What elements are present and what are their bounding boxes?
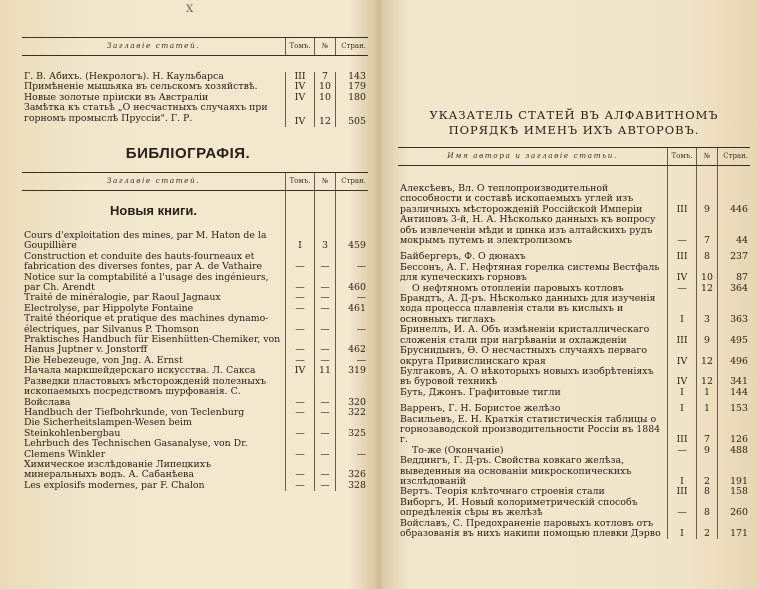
table-row: Веддингъ, Г. Д-ръ. Свойства ковкаго желѣза, выведенныя на основаніи микроскопическихъ изслѣдованій I 2 191 bbox=[400, 455, 748, 487]
table-row: Die Hebezeuge, von Jng. A. Ernst — — — bbox=[24, 354, 366, 366]
table-row: Войславъ, С. Предохраненіе паровыхъ котловъ отъ образованія въ нихъ накипи помощью плевки Дэрво I 2 171 bbox=[400, 517, 748, 539]
table-row: Бессонъ, А. Г. Нефтяная горелка системы Вестфаль для купеческихъ горновъ IV 10 87 bbox=[400, 261, 748, 284]
table-row: Lehrbuch des Technischen Gasanalyse, von Dr. Clemens Winkler — — — bbox=[24, 438, 366, 460]
bibliography-table bbox=[22, 172, 368, 491]
table-row: Варренъ, Г. Н. Бористое желѣзо I 1 153 bbox=[398, 398, 750, 414]
table-row: Praktisches Handbuch für Eisenhütten-Chemiker, von Hanus Juptner v. Jonstorff — — 462 bbox=[24, 334, 366, 356]
table-row: Антиповъ 3-й, Н. А. Нѣсколько данныхъ къ вопросу объ извлеченіи мѣди и цинка изъ алтайскихъ рудъ мокрымъ путемъ и электролизомъ — 7 44 bbox=[400, 214, 748, 247]
table-header bbox=[22, 38, 368, 56]
table-row: Буть, Джонъ. Графитовые тигли I 1 144 bbox=[400, 386, 748, 398]
table-row: Байбергеръ, Ф. О дюнахъ III 8 237 bbox=[398, 246, 750, 262]
header-num: № bbox=[315, 38, 336, 56]
header-vol: Томъ. bbox=[668, 148, 697, 166]
table-row: Разведки пластовыхъ мѣсторожденій полезныхъ ископаемыхъ посредствомъ шурфованія. С. Войслава — — 320 bbox=[24, 375, 366, 408]
table-row: Бруснидынъ, Ө. О несчастныхъ случаяхъ перваго округа Привислинскаго края IV 12 496 bbox=[400, 345, 748, 367]
table-row: То-же (Окончаніе) — 9 488 bbox=[412, 444, 748, 456]
header-page: Стран. bbox=[336, 173, 369, 191]
table-row: Брандтъ, А. Д-ръ. Нѣсколько данныхъ для изученія хода процесса плавленія стали въ кислыхъ и основныхъ тиглахъ I 3 363 bbox=[400, 293, 748, 325]
section-title: БИБЛІОГРАФІЯ. bbox=[125, 145, 251, 162]
header-vol: Томъ. bbox=[286, 173, 315, 191]
table-row: Electrolyse, par Hippolyte Fontaine — — 461 bbox=[24, 302, 366, 314]
table-row: Замѣтка къ статьѣ „О несчастныхъ случаяхъ при горномъ промыслѣ Пруссіи". Г. Р. IV 12 505 bbox=[24, 102, 366, 127]
table-row: Химическое изслѣдованіе Липецкихъ минеральныхъ водъ. А. Сабанѣева — — 326 bbox=[24, 458, 366, 481]
header-num: № bbox=[315, 173, 336, 191]
table-row: Примѣненіе мышьяка въ сельскомъ хозяйствѣ. IV 10 179 bbox=[24, 81, 366, 93]
table-row: Новые золотые пріиски въ Австраліи IV 10 180 bbox=[24, 91, 366, 103]
header-title: Заглавіе статей. bbox=[22, 173, 286, 191]
author-index-table bbox=[398, 147, 750, 539]
table-row: Construction et conduite des hauts-fourneaux et fabrication des diverses fontes, par A. de Vathaire — — — bbox=[24, 250, 366, 273]
index-title: УКАЗАТЕЛЬ СТАТЕЙ ВЪ АЛФАВИТНОМЪ ПОРЯДКѢ ИМЕНЪ ИХЪ АВТОРОВЪ. bbox=[429, 108, 719, 137]
left-page bbox=[0, 0, 376, 589]
table-row: Die Sicherheitslampen-Wesen beim Steinkohlenbergbau — — 325 bbox=[24, 417, 366, 439]
table-row: Алексѣевъ, Вл. О теплопроизводительной способности и составѣ ископаемыхъ углей изъ различныхъ мѣсторожденій Россійской Имперіи III 9 446 bbox=[400, 183, 748, 215]
right-page bbox=[384, 0, 758, 589]
articles-table-1 bbox=[22, 37, 368, 127]
table-header bbox=[398, 148, 750, 166]
header-num: № bbox=[697, 148, 718, 166]
table-row: Cours d'exploitation des mines, par M. Haton de la Goupillière I 3 459 bbox=[24, 230, 366, 252]
table-row: Булгаковъ, А. О нѣкоторыхъ новыхъ изобрѣтеніяхъ въ буровой техникѣ IV 12 341 bbox=[400, 365, 748, 388]
table-row: Виборгъ, И. Новый колориметрическій способъ опредѣленія сѣры въ желѣзѣ — 8 260 bbox=[400, 496, 748, 519]
table-row: Г. В. Абихъ. (Некрологъ). Н. Каульбарса III 7 143 bbox=[24, 71, 366, 82]
table-row: Вертъ. Теорія клѣточнаго строенія стали III 8 158 bbox=[400, 486, 748, 498]
header-title: Имя автора и заглавіе статьи. bbox=[398, 148, 668, 166]
table-row: Traité théorique et pratique des machines dynamo-électriques, par Silvanus P. Thomson — — — bbox=[24, 313, 366, 335]
table-row: Traité de minéralogie, par Raoul Jagnaux — — — bbox=[24, 292, 366, 304]
table-row: Бринелль, И. А. Объ измѣненіи кристаллическаго сложенія стали при нагрѣваніи и охлажденіи III 9 495 bbox=[400, 324, 748, 346]
table-row: Начала маркшейдерскаго искусства. Л. Сакса IV 11 319 bbox=[24, 365, 366, 377]
table-header bbox=[22, 173, 368, 191]
table-row: О нефтяномъ отопленіи паровыхъ котловъ — 12 364 bbox=[412, 282, 748, 294]
table-row: Handbuch der Tiefbohrkunde, von Teclenburg — — 322 bbox=[24, 406, 366, 418]
table-row: Васильевъ, Е. Н. Краткія статистическія таблицы о горнозаводской производительности Россіи въ 1884 г. III 7 126 bbox=[400, 413, 748, 446]
header-page: Стран. bbox=[336, 38, 369, 56]
header-page: Стран. bbox=[718, 148, 751, 166]
table-row: Notice sur la comptabilité a l'usage des ingénieurs, par Ch. Arendt — — 460 bbox=[24, 271, 366, 294]
subsection-title: Новыя книги. bbox=[110, 202, 197, 218]
table-row: Les explosifs modernes, par F. Chalon — — 328 bbox=[24, 479, 366, 491]
header-vol: Томъ. bbox=[286, 38, 315, 56]
page-number: X bbox=[186, 4, 194, 15]
header-title: Заглавіе статей. bbox=[22, 38, 286, 56]
